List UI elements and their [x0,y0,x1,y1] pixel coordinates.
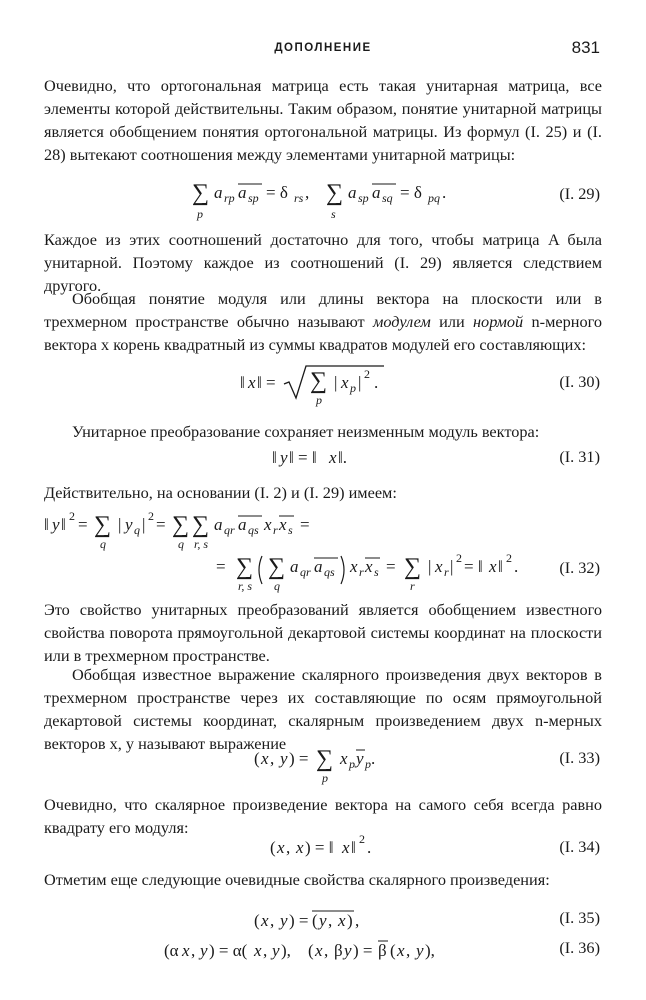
svg-text:qr: qr [300,565,311,579]
svg-text:2: 2 [69,509,75,523]
svg-text:= ‖: = ‖ [464,557,483,576]
equation-number: (I. 34) [559,837,600,856]
svg-text:∑: ∑ [404,554,422,580]
svg-text:x: x [279,515,287,534]
svg-text:x: x [435,557,443,576]
svg-text:x: x [248,373,256,392]
svg-text:r: r [444,565,449,579]
svg-text:p: p [322,771,328,785]
svg-text:) = ‖: ) = ‖ [305,838,334,857]
equation-I30-formula [44,364,602,408]
svg-text:,: , [305,183,310,202]
svg-text:y: y [344,941,352,960]
svg-text:s: s [288,523,293,537]
svg-text:a: a [238,515,247,534]
svg-text:x: x [397,941,405,960]
svg-text:q: q [178,537,184,551]
svg-text:r: r [273,523,278,537]
equation-I30 [44,364,602,407]
svg-text:) =: ) = [289,911,309,930]
svg-text:a: a [238,183,247,202]
svg-text:) =: ) = [353,941,373,960]
page-number: 831 [571,38,600,57]
svg-text:x: x [182,941,190,960]
paragraph-1: Очевидно, что ортогональная матрица есть такая унитарная матрица, все элементы которой действительны. Таким образом, понятие унитарной матрицы является обобщением понятия ортогональной матрицы. Из формул (I. 25) и (I. 28) вытекают соотношения между элементами унитарной матрицы: [44,76,602,164]
svg-text:x: x [340,749,348,768]
term-norm: нормой [472,312,524,331]
svg-text:p: p [349,757,355,771]
svg-text:β: β [334,941,343,960]
svg-text:,: , [270,749,275,768]
paragraph-8: Очевидно, что скалярное произведение вектора на самого себя всегда равно квадрату его модуля: [44,795,602,837]
svg-text:‖: ‖ [61,515,66,534]
svg-text:),: ), [425,941,435,960]
svg-text:y: y [272,941,280,960]
equation-I29 [44,178,602,221]
equation-I36 [44,934,602,974]
svg-text:x: x [261,911,269,930]
svg-text:qs: qs [248,523,259,537]
svg-text:(α: (α [164,941,179,960]
svg-text:∑: ∑ [192,180,210,206]
svg-text:,: , [328,911,333,930]
svg-text:(: ( [390,941,396,960]
svg-text:x: x [264,515,272,534]
svg-text:rp: rp [224,191,235,205]
equation-I34-formula [44,833,602,863]
svg-text:(: ( [254,911,260,930]
svg-text:x: x [329,448,337,467]
svg-text:=: = [78,515,88,534]
svg-text:x: x [277,838,285,857]
svg-text:‖.: ‖. [338,448,348,467]
svg-text:‖ = ‖: ‖ = ‖ [289,448,317,467]
svg-text:r: r [410,579,415,593]
svg-text:,: , [324,941,329,960]
svg-text:=: = [216,557,226,576]
svg-text:a: a [214,515,223,534]
svg-text:|: | [142,515,146,534]
svg-text:∑: ∑ [172,512,190,538]
svg-text:‖: ‖ [240,373,245,392]
svg-text:pq: pq [428,191,440,205]
equation-I31 [44,443,602,483]
svg-text:.: . [442,183,447,202]
svg-text:∑: ∑ [310,368,328,394]
svg-text:.: . [371,749,376,768]
equation-I32-formula-line2 [44,548,602,596]
svg-text:(: ( [270,838,276,857]
equation-number: (I. 33) [559,748,600,767]
equation-number: (I. 31) [559,447,600,466]
svg-text:a: a [372,183,381,202]
svg-text:qr: qr [224,523,235,537]
svg-text:rs: rs [294,191,304,205]
svg-text:,: , [286,838,291,857]
svg-text:‖: ‖ [498,557,503,576]
svg-text:‖ =: ‖ = [257,373,276,392]
svg-text:s: s [374,565,379,579]
paragraph-5: Действительно, на основании (I. 2) и (I. 29) имеем: [44,483,397,502]
svg-text:=: = [386,557,396,576]
equation-I32-line1 [44,508,602,551]
svg-text:(: ( [308,941,314,960]
svg-text:p: p [197,207,203,221]
equation-I33-formula [44,742,602,786]
svg-text:x: x [296,838,304,857]
svg-text:∑: ∑ [192,512,210,538]
svg-text:sp: sp [248,191,259,205]
svg-text:(: ( [312,911,318,930]
equation-I33 [44,742,602,785]
svg-text:),: ), [281,941,291,960]
svg-text:|: | [334,373,338,392]
svg-text:x: x [338,911,346,930]
svg-text:∑: ∑ [316,746,334,772]
svg-text:‖: ‖ [44,515,49,534]
svg-text:sq: sq [382,191,393,205]
svg-text:y: y [280,911,288,930]
page-header [44,38,602,62]
svg-text:r, s: r, s [238,579,253,593]
equation-number: (I. 36) [559,938,600,957]
equation-number: (I. 29) [559,184,600,203]
equation-I35-formula [44,906,602,936]
paragraph-9: Отметим еще следующие очевидные свойства скалярного произведения: [44,870,550,889]
svg-text:=: = [300,515,310,534]
svg-text:,: , [406,941,411,960]
svg-text:y: y [416,941,424,960]
svg-text:y: y [52,515,60,534]
svg-text:∑: ∑ [236,554,254,580]
svg-text:2: 2 [506,551,512,565]
equation-I34 [44,833,602,873]
equation-I29-formula [44,178,602,222]
svg-text:.: . [367,838,372,857]
svg-text:r, s: r, s [194,537,209,551]
equation-number: (I. 32) [559,558,600,577]
svg-text:2: 2 [456,551,462,565]
svg-text:y: y [280,749,288,768]
svg-text:): ) [347,911,353,930]
term-modulus: модулем [372,312,431,331]
svg-text:x: x [350,557,358,576]
svg-text:‖: ‖ [351,838,356,857]
svg-text:x: x [261,749,269,768]
svg-text:y: y [200,941,208,960]
paragraph-7: Обобщая известное выражение скалярного произведения двух векторов в трехмерном пространстве через их составляющие по осям прямоугольной декартовой системы координат, скалярным произведением двух n-мерных векторов x, y называют выражение [44,665,602,753]
svg-text:a: a [214,183,223,202]
svg-text:2: 2 [148,509,154,523]
svg-text:a: a [314,557,323,576]
svg-text:.: . [514,557,519,576]
svg-text:2: 2 [359,832,365,846]
svg-text:y: y [125,515,133,534]
svg-text:= δ: = δ [400,183,422,202]
svg-text:|: | [450,557,454,576]
svg-text:.: . [374,373,379,392]
equation-I36-formula [44,934,602,964]
equation-number: (I. 30) [559,372,600,391]
svg-text:q: q [134,523,140,537]
svg-text:∑: ∑ [94,512,112,538]
svg-text:y: y [356,749,364,768]
svg-text:x: x [341,373,349,392]
svg-text:2: 2 [364,367,370,381]
svg-text:|: | [358,373,362,392]
svg-text:y: y [319,911,327,930]
svg-text:x: x [315,941,323,960]
svg-text:a: a [348,183,357,202]
svg-text:p: p [365,757,371,771]
svg-text:p: p [350,381,356,395]
svg-text:,: , [355,911,360,930]
svg-text:x: x [254,941,262,960]
paragraph-3 [44,287,602,356]
svg-text:|: | [118,515,122,534]
svg-text:,: , [191,941,196,960]
paragraph-3-text-a: Обобщая понятие модуля или длины вектора на плоскости или в трехмерном пространстве обычно называют [44,289,602,331]
svg-text:) =: ) = [289,749,309,768]
svg-text:) = α(: ) = α( [209,941,248,960]
svg-text:‖: ‖ [272,448,277,467]
paragraph-6: Это свойство унитарных преобразований является обобщением известного свойства поворота прямоугольной декартовой системы координат на плоскости или в трехмерном пространстве. [44,600,602,665]
paragraph-4: Унитарное преобразование сохраняет неизменным модуль вектора: [72,422,540,441]
svg-text:=: = [156,515,166,534]
svg-text:,: , [270,911,275,930]
svg-text:s: s [331,207,336,221]
svg-text:q: q [100,537,106,551]
svg-text:q: q [274,579,280,593]
svg-text:sp: sp [358,191,369,205]
paragraph-2: Каждое из этих соотношений достаточно для того, чтобы матрица A была унитарной. Поэтому каждое из соотношений (I. 29) является следствием другого. [44,230,602,295]
equation-number: (I. 35) [559,908,600,927]
svg-text:r: r [359,565,364,579]
svg-text:β: β [378,941,387,960]
svg-text:p: p [316,393,322,407]
svg-text:(: ( [254,749,260,768]
svg-text:x: x [342,838,350,857]
svg-text:qs: qs [324,565,335,579]
running-head: ДОПОЛНЕНИЕ [274,42,372,54]
equation-I32-formula-line1 [44,508,602,552]
equation-I31-formula [44,443,602,473]
svg-text:,: , [263,941,268,960]
svg-text:a: a [290,557,299,576]
svg-text:= δ: = δ [266,183,288,202]
svg-text:y: y [280,448,288,467]
svg-text:x: x [489,557,497,576]
paragraph-3-text-b: или [430,312,473,331]
equation-I32-line2 [44,548,602,593]
svg-text:∑: ∑ [268,554,286,580]
paragraph-3-text-c: n-мерного вектора x корень квадратный из суммы квадратов модулей его составляющих: [44,312,602,354]
svg-text:∑: ∑ [326,180,344,206]
svg-text:x: x [365,557,373,576]
svg-text:|: | [428,557,432,576]
